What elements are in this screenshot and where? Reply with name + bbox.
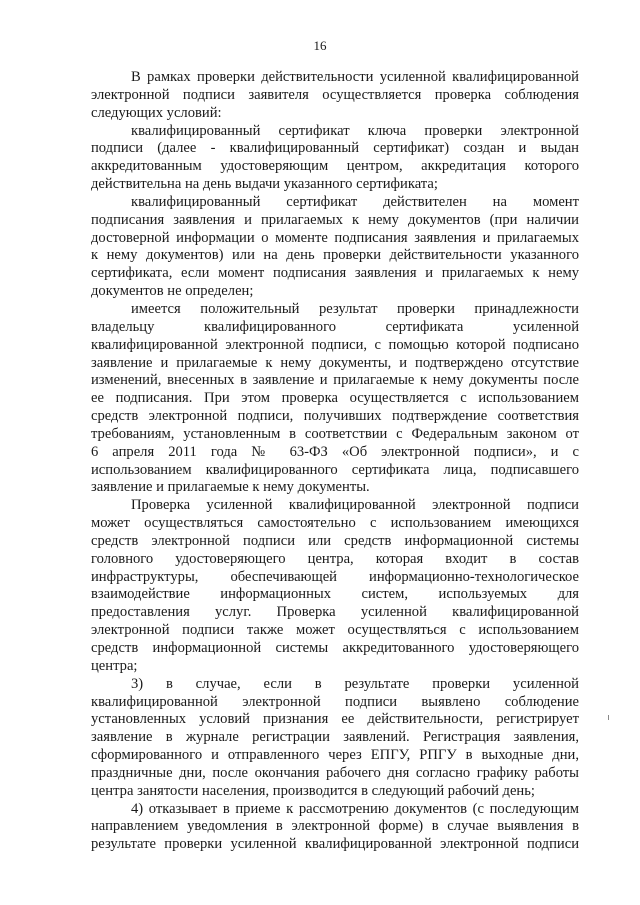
page-number: 16: [313, 38, 327, 53]
text-line: 6 апреля 2011 года № 63-ФЗ «Об электронной подписи», и с: [91, 443, 579, 460]
text-line: направлением уведомления в электронной форме) в случае выявления в: [91, 818, 579, 835]
text-line: заявление и прилагаемые к нему документы, и подтверждено отсутствие: [91, 354, 579, 371]
text-line: электронной подписи также может осуществляться с использованием: [91, 622, 579, 639]
text-line: центра занятости населения, производится в следующий рабочий день;: [91, 782, 535, 799]
text-line: изменений, внесенных в заявление и прилагаемые к нему документы после: [91, 372, 579, 389]
text-line: средств электронной подписи или средств информационной системы: [91, 532, 579, 549]
text-line: владельцу квалифицированного сертификата усиленной: [91, 318, 579, 335]
text-line: имеется положительный результат проверки принадлежности: [131, 300, 579, 317]
text-line: может осуществляться самостоятельно с использованием имеющихся: [91, 515, 579, 532]
text-line: подписания заявления и прилагаемых к нему документов (при наличии: [91, 211, 579, 228]
text-line: электронной подписи заявителя осуществляется проверка соблюдения: [91, 86, 579, 103]
text-line: заявление и прилагаемые к нему документы.: [91, 479, 370, 496]
text-line: центра;: [91, 657, 138, 674]
text-line: средств информационной системы аккредитованного удостоверяющего: [91, 640, 579, 656]
text-line: сертификата, если момент подписания заявления и прилагаемых к нему: [91, 265, 579, 282]
text-line: головного удостоверяющего центра, которая входит в состав: [91, 550, 579, 567]
text-line: установленных условий признания ее действительности, регистрирует: [91, 711, 579, 728]
text-line: квалифицированный сертификат ключа проверки электронной: [131, 122, 579, 139]
text-line: предоставления услуг. Проверка усиленной квалифицированной: [91, 604, 579, 621]
text-line: Проверка усиленной квалифицированной электронной подписи: [131, 497, 579, 514]
text-line: следующих условий:: [91, 104, 222, 121]
text-line: сформированного и отправленного через ЕПГУ, РПГУ в выходные дни,: [91, 747, 579, 764]
text-line: действительна на день выдачи указанного сертификата;: [91, 176, 438, 193]
text-line: взаимодействие информационных систем, используемых для: [91, 586, 579, 603]
text-line: праздничные дни, после окончания рабочего дня согласно графику работы: [91, 764, 579, 781]
text-line: использованием квалифицированного сертификата лица, подписавшего: [91, 461, 579, 478]
text-line: квалифицированный сертификат действителен на момент: [131, 193, 579, 210]
text-line: результате проверки усиленной квалифицированной электронной подписи: [91, 836, 579, 853]
text-line: ее подписания. При этом проверка осуществляется с использованием: [91, 390, 579, 407]
text-line: 3) в случае, если в результате проверки усиленной: [131, 675, 579, 692]
text-line: подписи (далее - квалифицированный сертификат) создан и выдан: [91, 140, 579, 157]
text-line: средств электронной подписи, получивших подтверждение соответствия: [91, 408, 579, 425]
text-line: квалифицированной электронной подписи выявлено соблюдение: [91, 693, 579, 710]
text-line: аккредитованным удостоверяющим центром, аккредитация которого: [91, 158, 579, 175]
text-line: достоверной информации о моменте подписания заявления и прилагаемых: [91, 229, 579, 246]
text-line: 4) отказывает в приеме к рассмотрению документов (с последующим: [131, 800, 579, 817]
text-line: инфраструктуры, обеспечивающей информационно-технологическое: [91, 568, 579, 585]
text-line: квалифицированной электронной подписи, с помощью которой подписано: [91, 336, 579, 353]
body-text: [91, 69, 579, 854]
text-line: к нему документов) или на день проверки действительности указанного: [91, 247, 579, 264]
text-line: заявление в журнале регистрации заявлений. Регистрация заявления,: [91, 729, 579, 746]
text-line: требованиям, установленным в соответствии с Федеральным законом от: [91, 425, 579, 442]
scan-mark: [608, 715, 609, 720]
text-line: документов не определен;: [91, 283, 254, 300]
text-line: В рамках проверки действительности усиленной квалифицированной: [131, 69, 579, 85]
